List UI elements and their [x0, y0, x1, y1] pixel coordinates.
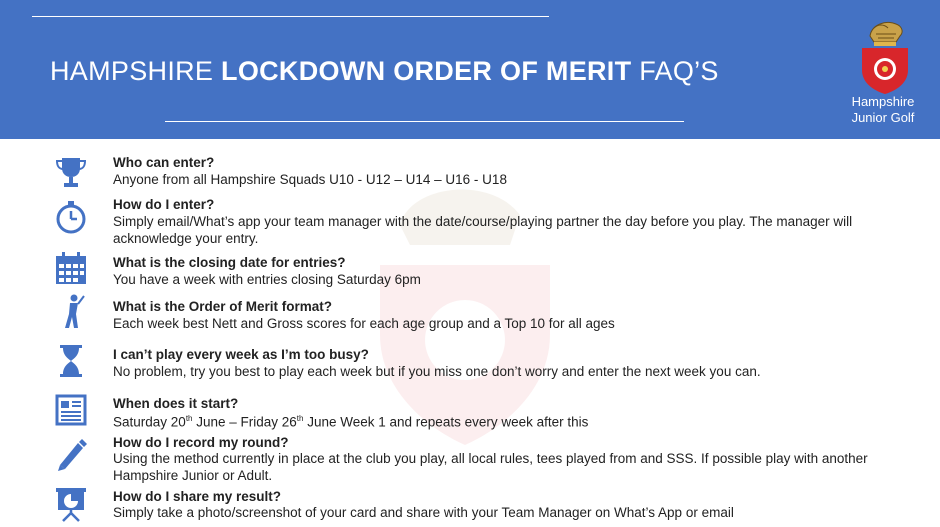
faq-question-4: What is the Order of Merit format? [113, 299, 333, 314]
page-title: HAMPSHIRE LOCKDOWN ORDER OF MERIT FAQ’S [50, 56, 719, 86]
faq-question-5: I can’t play every week as I’m too busy? [113, 347, 369, 362]
faq-answer-8: Simply take a photo/screenshot of your card and share with your Team Manager on What’s App or email [113, 505, 734, 520]
pencil-icon [52, 435, 90, 473]
faq-question-8: How do I share my result? [113, 489, 282, 504]
faq-answer-6: Saturday 20th June – Friday 26th June Week 1 and repeats every week after this [113, 414, 589, 430]
faq-question-6: When does it start? [113, 396, 239, 411]
calendar-icon [52, 250, 90, 288]
presentation-icon [52, 485, 90, 523]
header-rule-top [32, 16, 549, 17]
trophy-icon [52, 153, 90, 191]
faq-answer-2: Simply email/What’s app your team manager with the date/course/playing partner the day before you play. The manager will acknowledge your entry. [113, 214, 853, 246]
faq-answer-4: Each week best Nett and Gross scores for each age group and a Top 10 for all ages [113, 316, 615, 331]
stopwatch-icon [52, 198, 90, 236]
header-rule-bottom [165, 121, 684, 122]
faq-answer-1: Anyone from all Hampshire Squads U10 - U12 – U14 – U16 - U18 [113, 172, 507, 187]
hourglass-icon [52, 342, 90, 380]
faq-question-3: What is the closing date for entries? [113, 255, 346, 270]
faq-answer-5: No problem, try you best to play each week but if you miss one don’t worry and enter the next week you can. [113, 364, 761, 379]
logo-text: Hampshire Junior Golf [851, 94, 915, 125]
faq-answer-7: Using the method currently in place at the club you play, all local rules, tees played from and SSS. If possible play with another Hampshire Junior or Adult. [113, 451, 868, 483]
faq-question-2: How do I enter? [113, 197, 215, 212]
faq-question-7: How do I record my round? [113, 435, 289, 450]
faq-question-1: Who can enter? [113, 155, 215, 170]
faq-answer-3: You have a week with entries closing Saturday 6pm [113, 272, 421, 287]
golfer-icon [52, 292, 90, 330]
newspaper-icon [52, 391, 90, 429]
